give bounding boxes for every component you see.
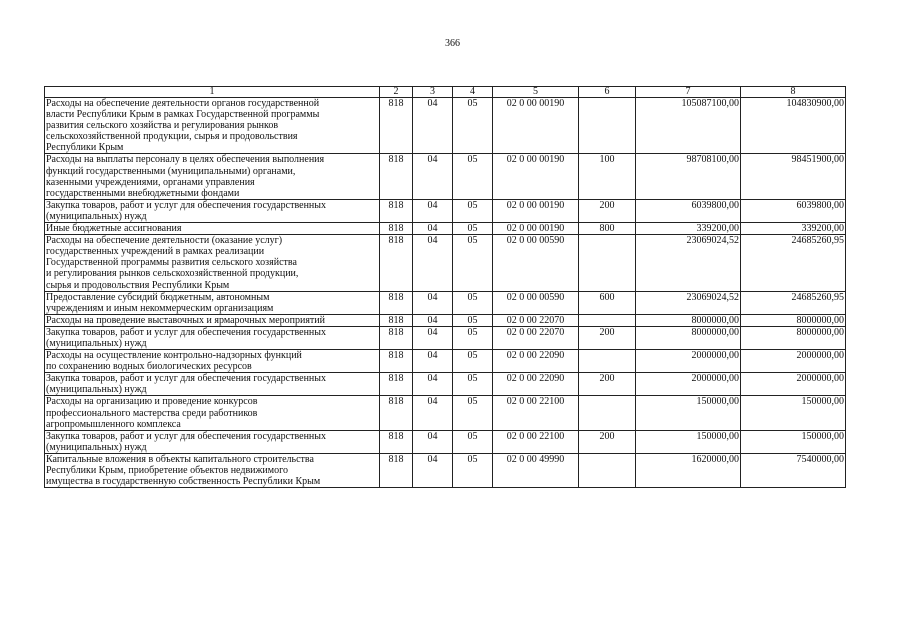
- section-code-cell: 04: [413, 396, 453, 430]
- expense-type-cell: [579, 396, 636, 430]
- description-line: Закупка товаров, работ и услуг для обеспечения государственных: [46, 326, 327, 338]
- target-article-cell: 02 0 00 22100: [493, 430, 579, 453]
- amount-year2-cell: 8000000,00: [741, 326, 846, 349]
- section-code-cell: 04: [413, 350, 453, 373]
- expense-type-cell: 200: [579, 326, 636, 349]
- section-code-cell: 04: [413, 453, 453, 487]
- description-line: (муниципальных) нужд: [46, 384, 147, 396]
- table-row: [45, 98, 846, 154]
- table-row: [45, 291, 846, 314]
- column-header-5: 5: [493, 87, 579, 98]
- description-line: агропромышленного комплекса: [46, 418, 181, 430]
- row-description: [45, 430, 380, 453]
- section-code-cell: 04: [413, 373, 453, 396]
- target-article-cell: 02 0 00 22070: [493, 314, 579, 326]
- amount-year2-cell: 24685260,95: [741, 291, 846, 314]
- table-body: [45, 98, 846, 488]
- table-row: [45, 453, 846, 487]
- column-header-4: 4: [453, 87, 493, 98]
- row-description: [45, 396, 380, 430]
- amount-year2-cell: 8000000,00: [741, 314, 846, 326]
- description-line: Иные бюджетные ассигнования: [46, 223, 182, 235]
- expense-type-cell: 100: [579, 154, 636, 199]
- column-header-6: 6: [579, 87, 636, 98]
- section-code-cell: 04: [413, 98, 453, 154]
- subsection-code-cell: 05: [453, 350, 493, 373]
- subsection-code-cell: 05: [453, 373, 493, 396]
- description-line: государственными внебюджетными фондами: [46, 187, 240, 199]
- amount-year2-cell: 2000000,00: [741, 350, 846, 373]
- expense-type-cell: 600: [579, 291, 636, 314]
- table-row: [45, 223, 846, 235]
- admin-code-cell: 818: [380, 453, 413, 487]
- description-line: (муниципальных) нужд: [46, 337, 147, 349]
- admin-code-cell: 818: [380, 326, 413, 349]
- amount-year2-cell: 98451900,00: [741, 154, 846, 199]
- table-row: [45, 430, 846, 453]
- amount-year1-cell: 150000,00: [636, 396, 741, 430]
- expense-type-cell: [579, 314, 636, 326]
- amount-year1-cell: 150000,00: [636, 430, 741, 453]
- admin-code-cell: 818: [380, 199, 413, 222]
- subsection-code-cell: 05: [453, 314, 493, 326]
- amount-year2-cell: 7540000,00: [741, 453, 846, 487]
- expense-type-cell: [579, 98, 636, 154]
- table-row: [45, 314, 846, 326]
- target-article-cell: 02 0 00 22090: [493, 373, 579, 396]
- description-line: Закупка товаров, работ и услуг для обеспечения государственных: [46, 199, 327, 211]
- table-row: [45, 235, 846, 291]
- row-description: [45, 350, 380, 373]
- row-description: [45, 98, 380, 154]
- amount-year2-cell: 339200,00: [741, 223, 846, 235]
- amount-year2-cell: 104830900,00: [741, 98, 846, 154]
- section-code-cell: 04: [413, 223, 453, 235]
- amount-year1-cell: 6039800,00: [636, 199, 741, 222]
- section-code-cell: 04: [413, 291, 453, 314]
- amount-year1-cell: 98708100,00: [636, 154, 741, 199]
- amount-year1-cell: 23069024,52: [636, 291, 741, 314]
- admin-code-cell: 818: [380, 396, 413, 430]
- subsection-code-cell: 05: [453, 154, 493, 199]
- expense-type-cell: [579, 235, 636, 291]
- target-article-cell: 02 0 00 00190: [493, 154, 579, 199]
- amount-year2-cell: 150000,00: [741, 430, 846, 453]
- target-article-cell: 02 0 00 22070: [493, 326, 579, 349]
- table-row: [45, 326, 846, 349]
- description-line: сырья и продовольствия Республики Крым: [46, 279, 230, 291]
- amount-year1-cell: 105087100,00: [636, 98, 741, 154]
- subsection-code-cell: 05: [453, 199, 493, 222]
- column-header-2: 2: [380, 87, 413, 98]
- section-code-cell: 04: [413, 235, 453, 291]
- description-line: Государственной программы развития сельского хозяйства: [46, 257, 297, 269]
- expense-type-cell: 200: [579, 373, 636, 396]
- budget-table: [44, 86, 846, 488]
- amount-year1-cell: 1620000,00: [636, 453, 741, 487]
- table-row: [45, 350, 846, 373]
- description-line: государственных учреждений в рамках реализации: [46, 246, 265, 258]
- admin-code-cell: 818: [380, 430, 413, 453]
- section-code-cell: 04: [413, 154, 453, 199]
- admin-code-cell: 818: [380, 291, 413, 314]
- section-code-cell: 04: [413, 199, 453, 222]
- description-line: Капитальные вложения в объекты капитального строительства: [46, 453, 314, 465]
- amount-year2-cell: 150000,00: [741, 396, 846, 430]
- admin-code-cell: 818: [380, 98, 413, 154]
- subsection-code-cell: 05: [453, 235, 493, 291]
- amount-year1-cell: 2000000,00: [636, 350, 741, 373]
- amount-year1-cell: 8000000,00: [636, 314, 741, 326]
- description-line: Расходы на организацию и проведение конкурсов: [46, 396, 258, 408]
- table-header-row: [45, 87, 846, 98]
- row-description: [45, 314, 380, 326]
- table-row: [45, 396, 846, 430]
- section-code-cell: 04: [413, 326, 453, 349]
- admin-code-cell: 818: [380, 235, 413, 291]
- description-line: (муниципальных) нужд: [46, 210, 147, 222]
- amount-year2-cell: 6039800,00: [741, 199, 846, 222]
- admin-code-cell: 818: [380, 350, 413, 373]
- row-description: [45, 326, 380, 349]
- column-header-3: 3: [413, 87, 453, 98]
- row-description: [45, 154, 380, 199]
- expense-type-cell: 200: [579, 199, 636, 222]
- expense-type-cell: [579, 453, 636, 487]
- expense-type-cell: 800: [579, 223, 636, 235]
- amount-year1-cell: 339200,00: [636, 223, 741, 235]
- row-description: [45, 453, 380, 487]
- page-number: 366: [445, 38, 460, 49]
- amount-year1-cell: 8000000,00: [636, 326, 741, 349]
- description-line: Расходы на проведение выставочных и ярмарочных мероприятий: [46, 314, 326, 326]
- amount-year1-cell: 2000000,00: [636, 373, 741, 396]
- description-line: Предоставление субсидий бюджетным, автономным: [46, 291, 270, 303]
- table-row: [45, 373, 846, 396]
- description-line: Республики Крым: [46, 142, 124, 154]
- description-line: Расходы на обеспечение деятельности (оказание услуг): [46, 235, 283, 247]
- column-header-8: 8: [741, 87, 846, 98]
- subsection-code-cell: 05: [453, 98, 493, 154]
- description-line: имущества в государственную собственность Республики Крым: [46, 476, 321, 488]
- description-line: Республики Крым, приобретение объектов недвижимого: [46, 465, 288, 476]
- description-line: Расходы на выплаты персоналу в целях обеспечения выполнения: [46, 154, 325, 166]
- table-row: [45, 154, 846, 199]
- target-article-cell: 02 0 00 22100: [493, 396, 579, 430]
- table-row: [45, 199, 846, 222]
- subsection-code-cell: 05: [453, 396, 493, 430]
- admin-code-cell: 818: [380, 314, 413, 326]
- subsection-code-cell: 05: [453, 223, 493, 235]
- column-header-1: 1: [45, 87, 380, 98]
- row-description: [45, 235, 380, 291]
- target-article-cell: 02 0 00 00190: [493, 223, 579, 235]
- description-line: Расходы на обеспечение деятельности органов государственной: [46, 98, 320, 109]
- row-description: [45, 199, 380, 222]
- description-line: (муниципальных) нужд: [46, 441, 147, 453]
- expense-type-cell: [579, 350, 636, 373]
- description-line: власти Республики Крым в рамках Государственной программы: [46, 109, 320, 121]
- admin-code-cell: 818: [380, 223, 413, 235]
- admin-code-cell: 818: [380, 154, 413, 199]
- description-line: профессионального мастерства среди работников: [46, 407, 258, 419]
- description-line: сельскохозяйственной продукции, сырья и продовольствия: [46, 131, 298, 143]
- amount-year2-cell: 24685260,95: [741, 235, 846, 291]
- target-article-cell: 02 0 00 00190: [493, 199, 579, 222]
- target-article-cell: 02 0 00 49990: [493, 453, 579, 487]
- amount-year2-cell: 2000000,00: [741, 373, 846, 396]
- description-line: Закупка товаров, работ и услуг для обеспечения государственных: [46, 373, 327, 385]
- description-line: казенными учреждениями, органами управления: [46, 176, 255, 188]
- description-line: учреждениям и иным некоммерческим организациям: [46, 302, 274, 314]
- description-line: функций государственными (муниципальными) органами,: [46, 165, 296, 177]
- row-description: [45, 291, 380, 314]
- section-code-cell: 04: [413, 314, 453, 326]
- description-line: развития сельского хозяйства и регулирования рынков: [46, 120, 279, 132]
- target-article-cell: 02 0 00 00590: [493, 291, 579, 314]
- admin-code-cell: 818: [380, 373, 413, 396]
- target-article-cell: 02 0 00 22090: [493, 350, 579, 373]
- description-line: и регулирования рынков сельскохозяйственной продукции,: [46, 268, 299, 280]
- column-header-7: 7: [636, 87, 741, 98]
- section-code-cell: 04: [413, 430, 453, 453]
- amount-year1-cell: 23069024,52: [636, 235, 741, 291]
- subsection-code-cell: 05: [453, 430, 493, 453]
- target-article-cell: 02 0 00 00190: [493, 98, 579, 154]
- row-description: [45, 223, 380, 235]
- subsection-code-cell: 05: [453, 291, 493, 314]
- expense-type-cell: 200: [579, 430, 636, 453]
- subsection-code-cell: 05: [453, 326, 493, 349]
- row-description: [45, 373, 380, 396]
- target-article-cell: 02 0 00 00590: [493, 235, 579, 291]
- description-line: по сохранению водных биологических ресурсов: [46, 361, 252, 373]
- description-line: Закупка товаров, работ и услуг для обеспечения государственных: [46, 430, 327, 442]
- subsection-code-cell: 05: [453, 453, 493, 487]
- description-line: Расходы на осуществление контрольно-надзорных функций: [46, 350, 302, 362]
